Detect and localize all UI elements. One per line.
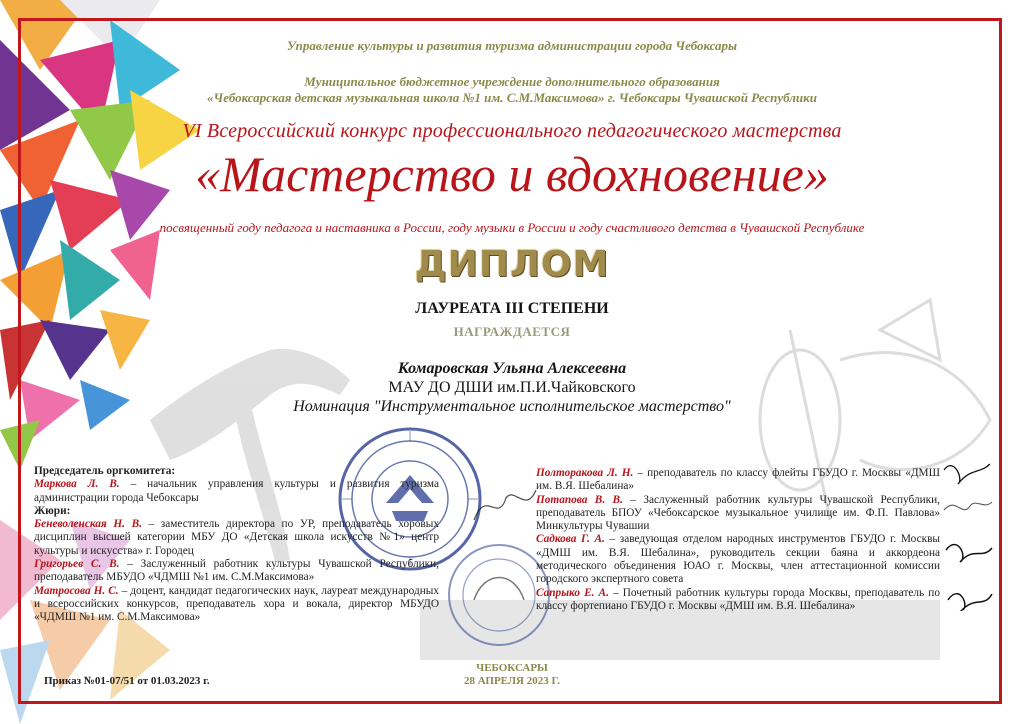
jury-signatures: [940, 450, 996, 640]
jury-member-entry: [536, 587, 940, 614]
jury-member-name: Садкова Г. А.: [536, 533, 605, 546]
jury-member-entry: [34, 558, 439, 585]
jury-member-entry: [34, 585, 439, 625]
header-institution-type: Муниципальное бюджетное учреждение дополнительного образования: [304, 74, 720, 89]
recipient-school: МАУ ДО ДШИ им.П.И.Чайковского: [388, 379, 636, 396]
jury-member-entry: [34, 518, 439, 558]
jury-member-name: Беневоленская Н. В.: [34, 518, 142, 531]
chair-label: Председатель оргкомитета:: [34, 465, 176, 477]
jury-member-description: – заведующая отделом народных инструментов ГБУДО г. Москвы «ДМШ им. В.Я. Шебалина», руководитель секции баяна и аккордеона методического объединения ЮАО г. Москвы, член аттестационной комиссии городского экспертного совета: [536, 533, 940, 586]
jury-member-name: Сапрыко Е. А.: [536, 586, 609, 599]
jury-label: Жюри:: [34, 504, 71, 517]
awarded-label: НАГРАЖДАЕТСЯ: [453, 324, 571, 339]
contest-edition: VI Всероссийский конкурс профессионального педагогического мастерства: [182, 120, 842, 142]
issue-place-date: [412, 662, 612, 688]
order-reference: Приказ №01-07/51 от 01.03.2023 г.: [44, 675, 210, 687]
organizing-committee-column: [34, 465, 439, 625]
contest-title: «Мастерство и вдохновение»: [195, 146, 829, 202]
jury-column-right: [536, 467, 940, 613]
jury-member-name: Григорьев С. В.: [34, 558, 120, 571]
contest-subtitle: посвященный году педагога и наставника в России, году музыки в России и году счастливого детства в Чувашской Республике: [159, 220, 865, 235]
jury-member-entry: [536, 467, 940, 494]
laureate-degree: ЛАУРЕАТА III СТЕПЕНИ: [415, 300, 609, 317]
diploma-heading: ДИПЛОМ: [414, 244, 610, 285]
chair-entry: [34, 478, 439, 505]
chair-signature: [470, 480, 540, 530]
header-school-name: «Чебоксарская детская музыкальная школа №1 им. С.М.Максимова» г. Чебоксары Чувашской Республики: [207, 90, 817, 105]
jury-member-entry: [536, 533, 940, 586]
header-department: Управление культуры и развития туризма администрации города Чебоксары: [286, 38, 738, 53]
jury-member-name: Потапова В. В.: [536, 493, 623, 506]
chair-description: – начальник управления культуры и развития туризма администрации города Чебоксары: [34, 478, 440, 504]
jury-member-description: – преподаватель по классу флейты ГБУДО г. Москвы «ДМШ им. В.Я. Шебалина»: [536, 467, 940, 493]
jury-member-description: – Почетный работник культуры города Москвы, преподаватель по классу фортепиано ГБУДО г. Москвы «ДМШ им. В.Я. Шебалина»: [536, 586, 940, 612]
jury-member-entry: [536, 494, 940, 534]
nomination: Номинация "Инструментальное исполнительское мастерство": [293, 398, 731, 415]
jury-member-description: – заместитель директора по УР, преподаватель хоровых дисциплин высшей категории МБУ ДО «Детская школа искусств №1» центр культуры и искусства» г. Городец: [34, 518, 439, 557]
jury-member-description: – доцент, кандидат педагогических наук, лауреат международных и всероссийских конкурсов, преподаватель хора и вокала, директор МБУДО «ЧДМШ №1 им. С.М.Максимова»: [34, 584, 439, 624]
jury-member-description: – Заслуженный работник культуры Чувашской Республики, преподаватель БПОУ «Чебоксарское музыкальное училище им. Ф.П. Павлова» Минкультуры Чувашии: [536, 493, 940, 533]
jury-member-name: Матросова Н. С.: [34, 584, 119, 597]
issue-date: 28 АПРЕЛЯ 2023 Г.: [463, 675, 561, 687]
jury-member-description: – Заслуженный работник культуры Чувашской Республики, преподаватель МБУДО «ЧДМШ №1 им. С.М.Максимова»: [34, 558, 440, 584]
header-institution: [110, 74, 914, 106]
issue-city: ЧЕБОКСАРЫ: [476, 662, 548, 674]
recipient-name: Комаровская Ульяна Алексеевна: [397, 360, 627, 377]
jury-member-name: Полторакова Л. Н.: [536, 467, 634, 479]
chair-name: Маркова Л. В.: [34, 478, 120, 491]
